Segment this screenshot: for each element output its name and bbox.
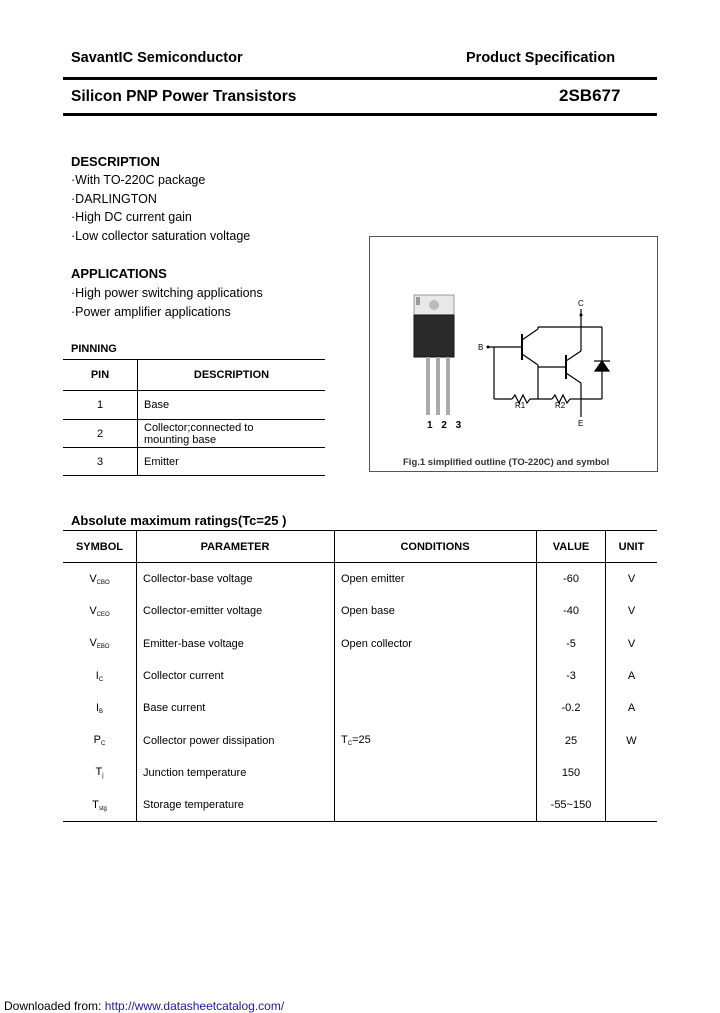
- unit-cell: A: [627, 670, 636, 683]
- symbol-cell: $V_{CBO}$: [63, 563, 137, 596]
- company-name: SavantIC Semiconductor: [71, 50, 243, 66]
- figure-caption: Fig.1 simplified outline (TO-220C) and symbol: [403, 457, 610, 468]
- r1-label: R1: [515, 401, 526, 410]
- darlington-symbol: [488, 309, 610, 417]
- description-item: ·DARLINGTON: [71, 191, 157, 206]
- description-title: DESCRIPTION: [71, 154, 160, 169]
- part-number: 2SB677: [559, 86, 621, 105]
- unit-cell: V: [627, 573, 636, 586]
- table-row: [63, 660, 657, 692]
- pinning-title: PINNING: [71, 343, 117, 355]
- pinning-table: [63, 359, 325, 476]
- unit-cell: [606, 757, 658, 789]
- parameter-cell: Emitter-base voltage: [137, 628, 335, 660]
- parameter-cell: Base current: [137, 692, 335, 724]
- conditions-cell: Open emitter: [335, 563, 537, 596]
- parameter-cell: Storage temperature: [137, 789, 335, 822]
- table-row: [63, 420, 325, 448]
- r2-label: R2: [555, 401, 566, 410]
- unit-cell: V: [627, 637, 636, 650]
- parameter-cell: Collector current: [137, 660, 335, 692]
- table-row: [63, 789, 657, 822]
- footer-link[interactable]: http://www.datasheetcatalog.com/: [104, 999, 285, 1013]
- table-row: [63, 724, 657, 756]
- description-item: ·Low collector saturation voltage: [71, 228, 251, 243]
- unit-cell: W: [626, 734, 637, 747]
- parameter-cell: Collector-base voltage: [137, 563, 335, 596]
- symbol-cell: $V_{CEO}$: [63, 595, 137, 627]
- table-row: [63, 391, 325, 420]
- collector-label: C: [578, 299, 584, 308]
- parameter-cell: Collector-emitter voltage: [137, 595, 335, 627]
- pin-number: 3: [63, 448, 138, 476]
- product-line: Silicon PNP Power Transistors: [71, 88, 297, 105]
- symbol-cell: $P_C$: [63, 724, 137, 756]
- ratings-table: [63, 530, 657, 822]
- symbol-cell: $T_j$: [63, 757, 137, 789]
- symbol-cell: $V_{EBO}$: [63, 628, 137, 660]
- table-row: [63, 757, 657, 789]
- value-cell: -3: [537, 660, 606, 692]
- collector-terminal: [580, 314, 583, 317]
- description-list: [71, 171, 250, 245]
- base-label: B: [478, 343, 484, 352]
- pin-header: PIN: [63, 360, 138, 391]
- parameter-cell: Collector power dissipation: [137, 724, 335, 756]
- emitter-label: E: [578, 419, 584, 428]
- base-terminal: [487, 346, 490, 349]
- applications-item: ·Power amplifier applications: [71, 304, 231, 319]
- conditions-cell: Open base: [335, 595, 537, 627]
- table-row: [63, 628, 657, 660]
- pin-number: 1: [63, 391, 138, 420]
- table-row: [63, 595, 657, 627]
- conditions-cell: [335, 660, 537, 692]
- symbol-cell: $I_B$: [63, 692, 137, 724]
- doc-type: Product Specification: [466, 50, 616, 66]
- footer: [4, 999, 284, 1013]
- header-rule-top: [63, 77, 657, 80]
- conditions-cell: [335, 757, 537, 789]
- pin-description: Collector;connected to mounting base: [138, 420, 326, 448]
- description-item: ·With TO-220C package: [71, 173, 206, 187]
- value-header: VALUE: [537, 531, 606, 563]
- unit-cell: [606, 789, 658, 822]
- table-row: [63, 448, 325, 476]
- parameter-header: PARAMETER: [137, 531, 335, 563]
- value-cell: -55~150: [537, 789, 606, 822]
- applications-list: [71, 284, 263, 321]
- value-cell: 150: [537, 757, 606, 789]
- pin-numbers-label: 1 2 3: [427, 420, 465, 431]
- pin-number: 2: [63, 420, 138, 448]
- symbol-cell: $T_{stg}$: [63, 789, 137, 822]
- parameter-cell: Junction temperature: [137, 757, 335, 789]
- symbol-header: SYMBOL: [63, 531, 137, 563]
- applications-item: ·High power switching applications: [71, 286, 263, 300]
- symbol-cell: $I_C$: [63, 660, 137, 692]
- header-rule-bottom: [63, 113, 657, 116]
- conditions-cell: Open collector: [335, 628, 537, 660]
- value-cell: -5: [537, 628, 606, 660]
- pin-description: Emitter: [138, 448, 326, 476]
- footer-prefix: Downloaded from:: [4, 999, 105, 1013]
- conditions-cell: $T_C=25$: [335, 724, 537, 756]
- figure-box: [369, 236, 658, 472]
- conditions-header: CONDITIONS: [335, 531, 537, 563]
- pin-description-header: DESCRIPTION: [138, 360, 326, 391]
- description-item: ·High DC current gain: [71, 210, 192, 225]
- outline-and-symbol-figure: [370, 237, 657, 471]
- value-cell: -60: [537, 563, 606, 596]
- ratings-title: Absolute maximum ratings(Tc=25 ): [71, 513, 287, 528]
- value-cell: -40: [537, 595, 606, 627]
- unit-cell: A: [627, 702, 636, 715]
- unit-cell: V: [627, 605, 636, 618]
- table-row: [63, 692, 657, 724]
- value-cell: 25: [537, 724, 606, 756]
- value-cell: -0.2: [537, 692, 606, 724]
- to220-package-image: [414, 295, 454, 415]
- conditions-cell: [335, 789, 537, 822]
- table-row: [63, 563, 657, 596]
- pin-description: Base: [138, 391, 326, 420]
- applications-title: APPLICATIONS: [71, 266, 167, 281]
- conditions-cell: [335, 692, 537, 724]
- unit-header: UNIT: [606, 531, 658, 563]
